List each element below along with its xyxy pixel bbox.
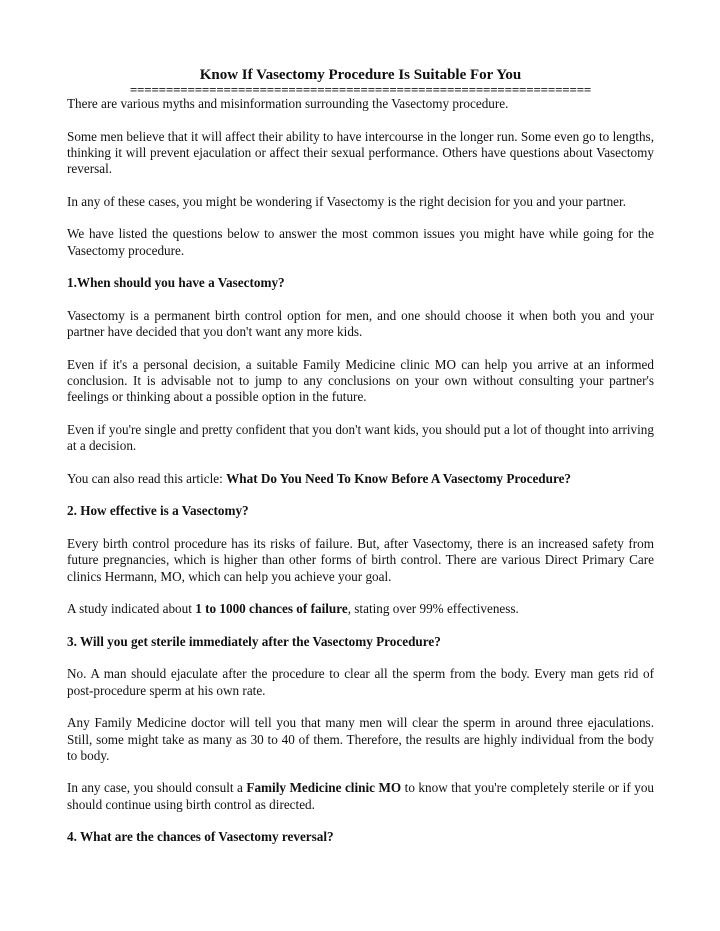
section-1-paragraph-2: Even if it's a personal decision, a suitable Family Medicine clinic MO can help you arrive at an informed conclusion. It is advisable not to jump to any conclusions on your own without consulting your partner's feelings or thinking about a possible option in the future.	[67, 356, 654, 405]
section-3-paragraph-3	[67, 780, 654, 813]
section-2-paragraph-1: Every birth control procedure has its risks of failure. But, after Vasectomy, there is an increased safety from future pregnancies, which is higher than other forms of birth control. There are various Direct Primary Care clinics Hermann, MO, which can help you achieve your goal.	[67, 536, 654, 584]
section-1-paragraph-1: Vasectomy is a permanent birth control option for men, and one should choose it when both you and your partner have decided that you don't want any more kids.	[67, 307, 654, 340]
title-separator: ================================================================	[129, 84, 592, 96]
failure-rate-highlight: 1 to 1000 chances of failure	[195, 601, 348, 617]
intro-paragraph-3: In any of these cases, you might be wondering if Vasectomy is the right decision for you and your partner.	[67, 193, 626, 209]
article-reference-link[interactable]: What Do You Need To Know Before A Vasectomy Procedure?	[226, 470, 572, 486]
section-3-paragraph-2: Any Family Medicine doctor will tell you that many men will clear the sperm in around three ejaculations. Still, some might take as many as 30 to 40 of them. Therefore, the results are highly individual from the body to body.	[67, 715, 654, 763]
intro-paragraph-4: We have listed the questions below to answer the most common issues you might have while going for the Vasectomy procedure.	[67, 226, 654, 258]
section-3-paragraph-1: No. A man should ejaculate after the procedure to clear all the sperm from the body. Every man gets rid of post-procedure sperm at his own rate.	[67, 666, 654, 698]
intro-paragraph-2: Some men believe that it will affect their ability to have intercourse in the longer run. Some even go to lengths, thinking it will prevent ejaculation or affect their sexual performance. Others have questions about Vasectomy reversal.	[67, 128, 654, 177]
section-2-paragraph-2	[67, 601, 654, 617]
consult-suffix: to know that you're completely sterile or if you should continue using birth control as directed.	[67, 780, 655, 812]
section-3-heading: 3. Will you get sterile immediately after the Vasectomy Procedure?	[67, 633, 441, 649]
article-reference-prefix: You can also read this article:	[67, 470, 227, 486]
failure-rate-prefix: A study indicated about	[67, 601, 196, 617]
document-title: Know If Vasectomy Procedure Is Suitable For You	[199, 67, 522, 83]
section-1-heading: 1.When should you have a Vasectomy?	[67, 275, 285, 291]
section-1-paragraph-4	[67, 471, 654, 487]
consult-prefix: In any case, you should consult a	[67, 780, 247, 796]
failure-rate-suffix: , stating over 99% effectiveness.	[347, 601, 519, 617]
clinic-link[interactable]: Family Medicine clinic MO	[246, 780, 402, 796]
section-4-heading: 4. What are the chances of Vasectomy reversal?	[67, 829, 334, 845]
section-2-heading: 2. How effective is a Vasectomy?	[67, 503, 249, 519]
intro-paragraph-1: There are various myths and misinformation surrounding the Vasectomy procedure.	[67, 96, 509, 111]
document-page	[67, 66, 654, 862]
section-1-paragraph-3: Even if you're single and pretty confident that you don't want kids, you should put a lot of thought into arriving at a decision.	[67, 421, 654, 454]
